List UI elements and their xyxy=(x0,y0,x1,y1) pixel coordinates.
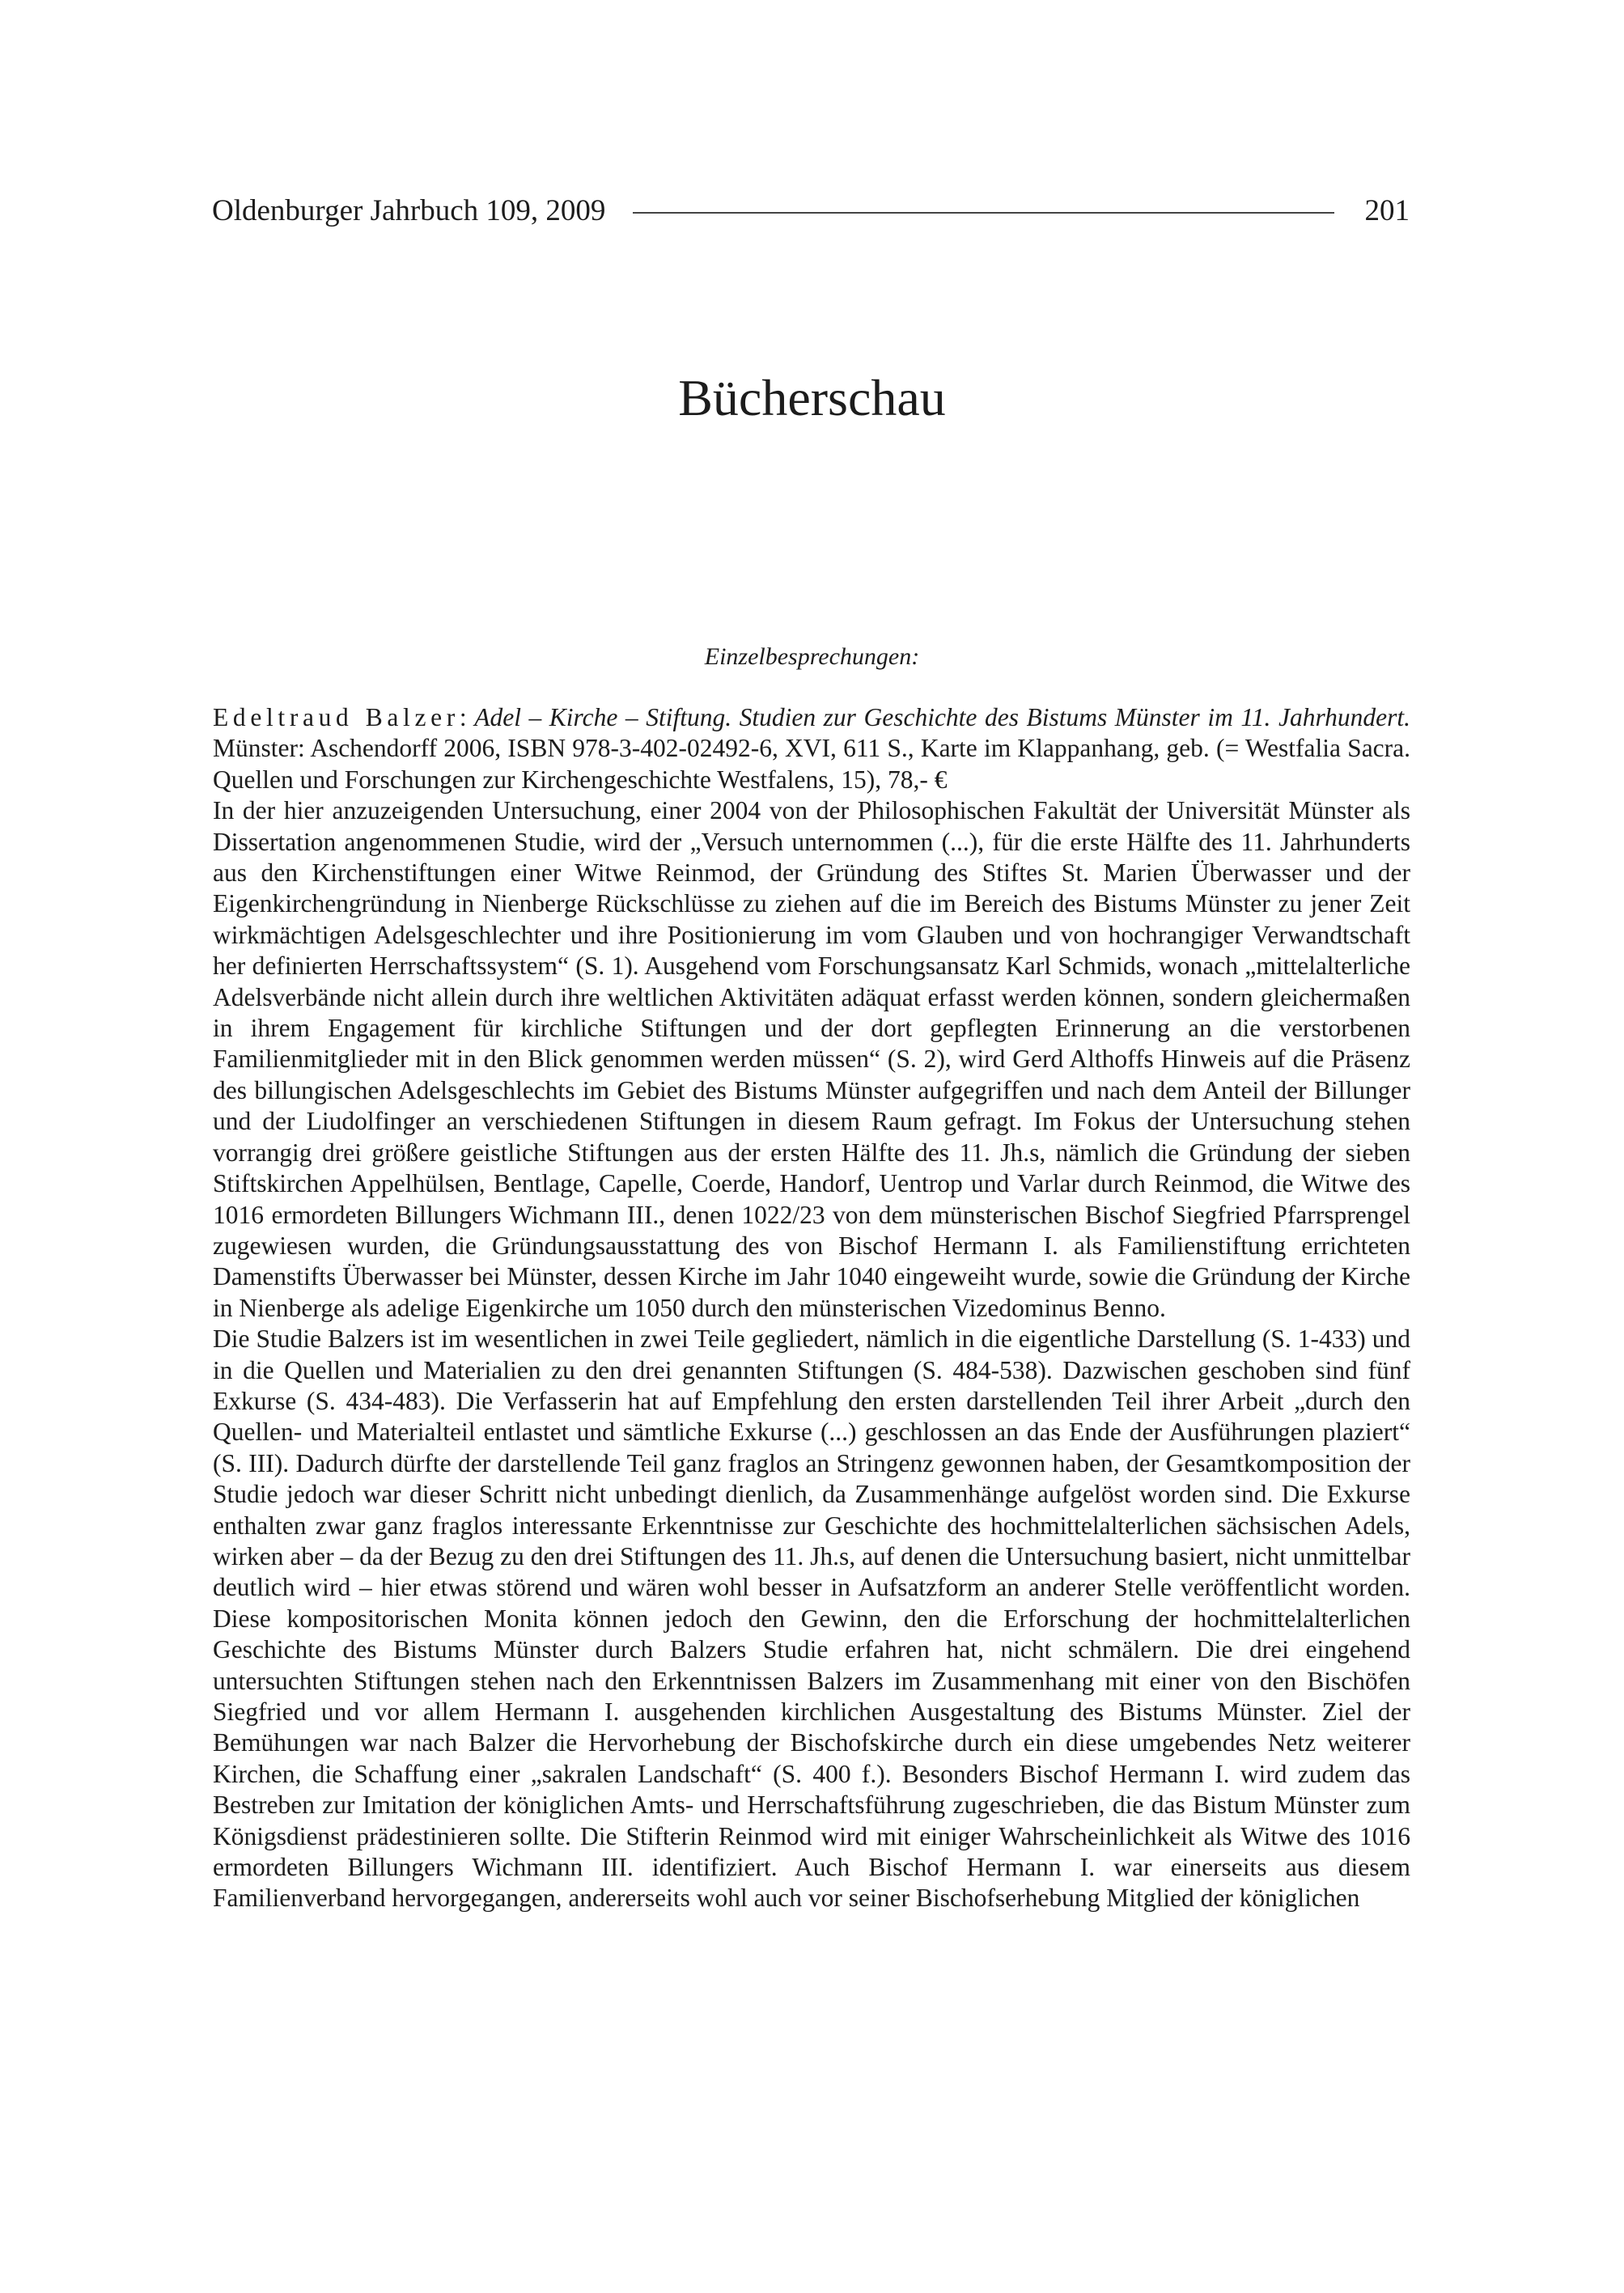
running-header xyxy=(212,184,1410,236)
page-number: 201 xyxy=(1364,193,1410,227)
subsection-label: Einzelbesprechungen: xyxy=(704,643,920,670)
review-body xyxy=(213,702,1410,1914)
journal-citation: Oldenburger Jahrbuch 109, 2009 xyxy=(212,193,606,227)
book-title: Adel – Kirche – Stiftung. Studien zur Geschichte des Bistums Münster im 11. Jahrhundert. xyxy=(474,703,1411,731)
header-rule xyxy=(633,212,1334,214)
section-title: Bücherschau xyxy=(678,369,946,426)
publication-details: Münster: Aschendorff 2006, ISBN 978-3-402-02492-6, XVI, 611 S., Karte im Klappanhang, geb. (= Westfalia Sacra. Quellen und Forschungen zur Kirchengeschichte Westfalens, 15), 78,- € xyxy=(213,734,1410,794)
bibliographic-entry: Edeltraud Balzer: Adel – Kirche – Stiftung. Studien zur Geschichte des Bistums Münster im 11. Jahrhundert. Münster: Aschendorff 2006, ISBN 978-3-402-02492-6, XVI, 611 S., Karte im Klappanhang, geb. (= Westfalia Sacra. Quellen und Forschungen zur Kirchengeschichte Westfalens, 15), 78,- € xyxy=(213,703,1411,794)
review-author: Edeltraud Balzer xyxy=(213,703,460,731)
review-paragraph: In der hier anzuzeigenden Untersuchung, einer 2004 von der Philosophischen Fakultät der Universität Münster als Dissertation angenommenen Studie, wird der „Versuch unternommen (...), für die erste Hälfte des 11. Jahrhunderts aus den Kirchenstiftungen einer Witwe Reinmod, der Gründung des Stiftes St. Marien Überwasser und der Eigenkirchengründung in Nienberge Rückschlüsse zu ziehen auf die im Bereich des Bistums Münster zu jener Zeit wirkmächtigen Adelsgeschlechter und ihre Positionierung im vom Glauben und von hochrangiger Verwandtschaft her definierten Herrschaftssystem“ (S. 1). Ausgehend vom Forschungsansatz Karl Schmids, wonach „mittelalterliche Adelsverbände nicht allein durch ihre weltlichen Aktivitäten adäquat erfasst werden können, sondern gleichermaßen in ihrem Engagement für kirchliche Stiftungen und der dort gepflegten Erinnerung an die verstorbenen Familienmitglieder mit in den Blick genommen werden müssen“ (S. 2), wird Gerd Althoffs Hinweis auf die Präsenz des billungischen Adelsgeschlechts im Gebiet des Bistums Münster aufgegriffen und nach dem Anteil der Billunger und der Liudolfinger an verschiedenen Stiftungen in diesem Raum gefragt. Im Fokus der Untersuchung stehen vorrangig drei größere geistliche Stiftungen aus der ersten Hälfte des 11. Jh.s, nämlich die Gründung der sieben Stiftskirchen Appelhülsen, Bentlage, Capelle, Coerde, Handorf, Uentrop und Varlar durch Reinmod, die Witwe des 1016 ermordeten Billungers Wichmann III., denen 1022/23 von dem münsterischen Bischof Siegfried Pfarrsprengel zugewiesen wurden, die Gründungsausstattung des von Bischof Hermann I. als Familienstiftung errichteten Damenstifts Überwasser bei Münster, dessen Kirche im Jahr 1040 eingeweiht wurde, sowie die Gründung der Kirche in Nienberge als adelige Eigenkirche um 1050 durch den münsterischen Vizedominus Benno. xyxy=(213,796,1410,1322)
review-paragraph: Die Studie Balzers ist im wesentlichen in zwei Teile gegliedert, nämlich in die eigentliche Darstellung (S. 1-433) und in die Quellen und Materialien zu den drei genannten Stiftungen (S. 484-538). Dazwischen geschoben sind fünf Exkurse (S. 434-483). Die Verfasserin hat auf Empfehlung den ersten darstellenden Teil ihrer Arbeit „durch den Quellen- und Materialteil entlastet und sämtliche Exkurse (...) geschlossen an das Ende der Ausführungen plaziert“ (S. III). Dadurch dürfte der darstellende Teil ganz fraglos an Stringenz gewonnen haben, der Gesamtkomposition der Studie jedoch war dieser Schritt nicht unbedingt dienlich, da Zusammenhänge aufgelöst worden sind. Die Exkurse enthalten zwar ganz fraglos interessante Erkenntnisse zur Geschichte des hochmittelalterlichen sächsischen Adels, wirken aber – da der Bezug zu den drei Stiftungen des 11. Jh.s, auf denen die Untersuchung basiert, nicht unmittelbar deutlich wird – hier etwas störend und wären wohl besser in Aufsatzform an anderer Stelle veröffentlicht worden. Diese kompositorischen Monita können jedoch den Gewinn, den die Erforschung der hochmittelalterlichen Geschichte des Bistums Münster durch Balzers Studie erfahren hat, nicht schmälern. Die drei eingehend untersuchten Stiftungen stehen nach den Erkenntnissen Balzers im Zusammenhang mit einer von den Bischöfen Siegfried und vor allem Hermann I. ausgehenden kirchlichen Ausgestaltung des Bistums Münster. Ziel der Bemühungen war nach Balzer die Hervorhebung der Bischofskirche durch ein diese umgebendes Netz weiterer Kirchen, die Schaffung einer „sakralen Landschaft“ (S. 400 f.). Besonders Bischof Hermann I. wird zudem das Bestreben zur Imitation der königlichen Amts- und Herrschaftsführung zugeschrieben, die das Bistum Münster zum Königsdienst prädestinieren sollte. Die Stifterin Reinmod wird mit einiger Wahrscheinlichkeit als Witwe des 1016 ermordeten Billungers Wichmann III. identifiziert. Auch Bischof Hermann I. war einerseits aus diesem Familienverband hervorgegangen, andererseits wohl auch vor seiner Bischofserhebung Mitglied der königlichen xyxy=(213,1325,1410,1913)
